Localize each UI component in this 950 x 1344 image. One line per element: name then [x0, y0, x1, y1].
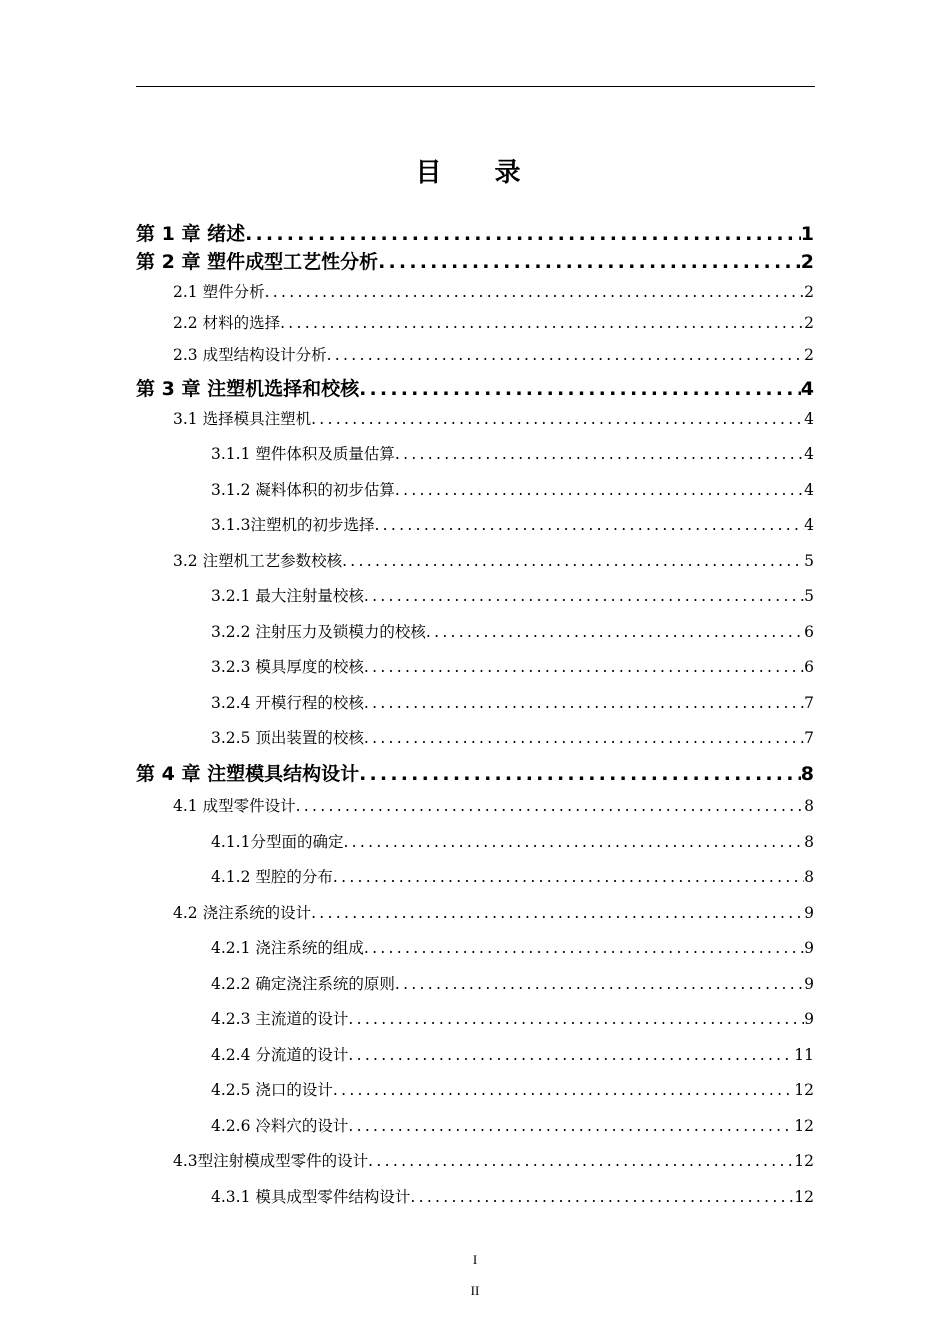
toc-entry[interactable]: [173, 407, 814, 429]
toc-entry-page: 5: [804, 552, 814, 570]
footer-page-number-1: I: [472, 1252, 478, 1267]
toc-entry[interactable]: [211, 1043, 814, 1065]
toc-entry-label: 3.1.1 塑件体积及质量估算: [211, 445, 395, 463]
toc-leader-dots: [359, 378, 801, 400]
toc-entry-label: 3.1.3注塑机的初步选择: [211, 516, 375, 534]
toc-leader-dots: [280, 314, 804, 332]
toc-entry[interactable]: [211, 830, 814, 852]
toc-leader-dots: [311, 904, 804, 922]
toc-entry-page: 4: [804, 410, 814, 428]
toc-entry-label: 2.2 材料的选择: [173, 314, 281, 332]
toc-entry[interactable]: [136, 759, 814, 786]
toc-entry-page: 5: [804, 587, 814, 605]
footer-page-number-2: II: [470, 1283, 480, 1298]
toc-entry-label: 4.2.6 冷料穴的设计: [211, 1117, 349, 1135]
toc-entry-label: 4.1 成型零件设计: [173, 797, 296, 815]
toc-entry-page: 8: [800, 763, 814, 785]
toc-entry-page: 9: [804, 939, 814, 957]
toc-entry[interactable]: [211, 584, 814, 606]
toc-leader-dots: [426, 623, 804, 641]
toc-entry-page: 11: [794, 1046, 814, 1064]
toc-entry-label: 3.2.3 模具厚度的校核: [211, 658, 364, 676]
toc-entry-label: 4.3型注射模成型零件的设计: [173, 1152, 369, 1170]
toc-entry[interactable]: [211, 936, 814, 958]
toc-entry-page: 12: [794, 1152, 814, 1170]
toc-leader-dots: [395, 445, 804, 463]
toc-entry[interactable]: [211, 620, 814, 642]
toc-entry-page: 12: [794, 1188, 814, 1206]
toc-leader-dots: [364, 587, 804, 605]
toc-entry-label: 3.2.2 注射压力及锁模力的校核: [211, 623, 426, 641]
toc-leader-dots: [327, 346, 805, 364]
toc-entry[interactable]: [211, 478, 814, 500]
toc-leader-dots: [410, 1188, 794, 1206]
toc-entry[interactable]: [136, 219, 814, 246]
toc-entry-page: 4: [804, 516, 814, 534]
toc-entry-label: 4.3.1 模具成型零件结构设计: [211, 1188, 411, 1206]
toc-leader-dots: [348, 1117, 794, 1135]
toc-leader-dots: [342, 552, 804, 570]
toc-entry[interactable]: [211, 726, 814, 748]
toc-entry[interactable]: [136, 247, 814, 274]
toc-entry-page: 4: [804, 445, 814, 463]
toc-leader-dots: [343, 833, 804, 851]
toc-leader-dots: [348, 1046, 794, 1064]
toc-entry-label: 4.2.2 确定浇注系统的原则: [211, 975, 395, 993]
toc-entry[interactable]: [136, 374, 814, 401]
toc-entry-label: 4.2.3 主流道的设计: [211, 1010, 349, 1028]
toc-entry-page: 2: [804, 346, 814, 364]
toc-entry-label: 3.1 选择模具注塑机: [173, 410, 312, 428]
toc-leader-dots: [368, 1152, 794, 1170]
toc-entry-page: 12: [794, 1081, 814, 1099]
toc-entry-label: 3.2.4 开模行程的校核: [211, 694, 364, 712]
toc-title: 目 录: [415, 158, 543, 188]
toc-entry-label: 4.2.4 分流道的设计: [211, 1046, 349, 1064]
toc-entry-page: 1: [800, 223, 814, 245]
toc-entry[interactable]: [173, 311, 814, 333]
toc-entry[interactable]: [211, 513, 814, 535]
toc-entry[interactable]: [173, 280, 814, 302]
toc-entry-page: 8: [804, 833, 814, 851]
toc-leader-dots: [378, 251, 801, 273]
toc-entry-label: 3.2.5 顶出装置的校核: [211, 729, 364, 747]
toc-entry-page: 9: [804, 904, 814, 922]
toc-entry-page: 7: [804, 694, 814, 712]
toc-entry-page: 2: [800, 251, 814, 273]
toc-entry-label: 第 1 章 绪述: [136, 223, 246, 245]
toc-leader-dots: [364, 939, 804, 957]
toc-entry[interactable]: [211, 691, 814, 713]
toc-entry-page: 2: [804, 314, 814, 332]
toc-entry[interactable]: [211, 1114, 814, 1136]
toc-entry[interactable]: [211, 1185, 814, 1207]
toc-entry-label: 4.2.1 浇注系统的组成: [211, 939, 364, 957]
toc-entry-label: 第 4 章 注塑模具结构设计: [136, 763, 360, 785]
toc-entry-label: 4.1.2 型腔的分布: [211, 868, 333, 886]
toc-entry[interactable]: [211, 865, 814, 887]
toc-entry[interactable]: [173, 549, 814, 571]
toc-leader-dots: [245, 223, 801, 245]
toc-entry-label: 3.1.2 凝料体积的初步估算: [211, 481, 395, 499]
toc-leader-dots: [359, 763, 801, 785]
toc-entry-label: 第 2 章 塑件成型工艺性分析: [136, 251, 379, 273]
toc-entry[interactable]: [173, 1149, 814, 1171]
toc-entry-label: 3.2 注塑机工艺参数校核: [173, 552, 343, 570]
toc-leader-dots: [311, 410, 804, 428]
toc-entry-label: 2.3 成型结构设计分析: [173, 346, 327, 364]
toc-entry-page: 8: [804, 797, 814, 815]
toc-entry-label: 4.1.1分型面的确定: [211, 833, 344, 851]
toc-entry-page: 8: [804, 868, 814, 886]
toc-entry[interactable]: [173, 794, 814, 816]
toc-entry[interactable]: [211, 1007, 814, 1029]
toc-leader-dots: [395, 975, 804, 993]
toc-entry-label: 4.2 浇注系统的设计: [173, 904, 312, 922]
toc-entry-page: 4: [804, 481, 814, 499]
toc-leader-dots: [395, 481, 804, 499]
toc-entry-page: 12: [794, 1117, 814, 1135]
toc-entry[interactable]: [211, 655, 814, 677]
toc-entry-page: 9: [804, 1010, 814, 1028]
toc-leader-dots: [296, 797, 805, 815]
toc-leader-dots: [333, 868, 804, 886]
toc-entry-page: 2: [804, 283, 814, 301]
toc-entry[interactable]: [173, 343, 814, 365]
toc-leader-dots: [348, 1010, 804, 1028]
toc-leader-dots: [364, 729, 804, 747]
toc-leader-dots: [333, 1081, 794, 1099]
toc-entry[interactable]: [211, 1078, 814, 1100]
toc-entry-page: 9: [804, 975, 814, 993]
toc-leader-dots: [364, 658, 804, 676]
toc-leader-dots: [364, 694, 804, 712]
toc-entry[interactable]: [173, 901, 814, 923]
toc-entry-page: 6: [804, 623, 814, 641]
toc-entry-page: 6: [804, 658, 814, 676]
toc-entry[interactable]: [211, 442, 814, 464]
toc-entry-label: 第 3 章 注塑机选择和校核: [136, 378, 360, 400]
toc-entry-label: 2.1 塑件分析: [173, 283, 265, 301]
toc-leader-dots: [265, 283, 805, 301]
toc-entry-label: 4.2.5 浇口的设计: [211, 1081, 333, 1099]
toc-entry-page: 4: [800, 378, 814, 400]
toc-entry-label: 3.2.1 最大注射量校核: [211, 587, 364, 605]
toc-entry[interactable]: [211, 972, 814, 994]
toc-leader-dots: [374, 516, 804, 534]
toc-entry-page: 7: [804, 729, 814, 747]
